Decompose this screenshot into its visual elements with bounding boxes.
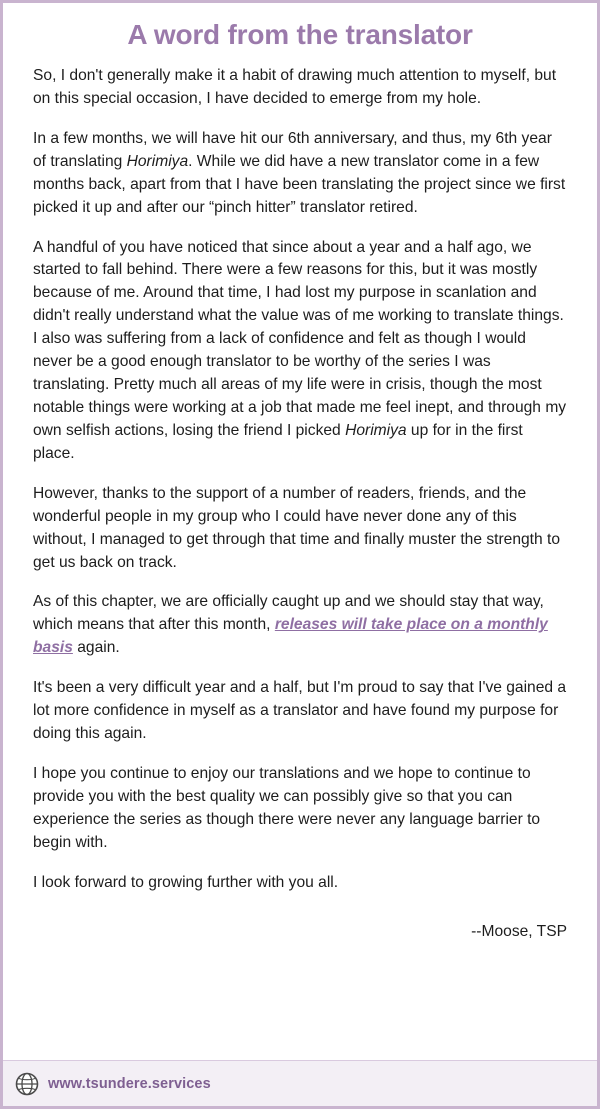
note-body [3, 65, 597, 895]
series-title-horimiya-2: Horimiya [345, 421, 407, 439]
paragraph-caught-up-part2: again. [72, 639, 120, 657]
paragraph-anniversary-part2: . While we did have a new translator come in a few months back, apart from that I have been translating the project since we first picked it up and after our “pinch hitter” translator retired. [33, 152, 566, 216]
paragraph-confidence: It's been a very difficult year and a half, but I'm proud to say that I've gained a lot more confidence in myself as a translator and have found my purpose for doing this again. [33, 679, 567, 743]
paragraph-thanks: However, thanks to the support of a number of readers, friends, and the wonderful people in my group who I could have never done any of this without, I managed to get through that time and finally muster the strength to get us back on track. [33, 484, 561, 571]
paragraph-quality: I hope you continue to enjoy our translations and we hope to continue to provide you with the best quality we can possibly give so that you can experience the series as though there were never any language barrier to begin with. [33, 764, 541, 851]
paragraph-closing: I look forward to growing further with you all. [33, 873, 339, 891]
paragraph-delays-tail: up for in the first place. [33, 421, 523, 462]
footer-url[interactable]: www.tsundere.services [48, 1075, 211, 1092]
paragraph-delays [33, 237, 567, 466]
paragraph-delays-main: A handful of you have noticed that since about a year and a half ago, we started to fall behind. There were a few reasons for this, but it was mostly because of me. Around that time, I had lost my purpose in scanlation and didn't really understand what the value was of me working to translate things. I also was suffering from a lack of confidence and felt as though I would never be a good enough translator to be worthy of the series I was translating. Pretty much all areas of my life were in crisis, though the most notable things were working at a job that made me feel inept, and through my own selfish actions, losing the friend I picked [33, 238, 567, 439]
paragraph-anniversary-part1: In a few months, we will have hit our 6th anniversary, and thus, my 6th year of translating [33, 129, 552, 170]
signature: --Moose, TSP [471, 922, 567, 940]
globe-icon [15, 1072, 39, 1096]
page-title: A word from the translator [127, 19, 473, 50]
footer-bar [3, 1060, 597, 1106]
monthly-release-link[interactable]: releases will take place on a monthly basis [33, 616, 548, 657]
paragraph-caught-up [33, 591, 567, 660]
series-title-horimiya: Horimiya [126, 152, 189, 170]
paragraph-caught-up-part1: As of this chapter, we are officially caught up and we should stay that way, which means that after this month, [33, 593, 544, 634]
paragraph-intro: So, I don't generally make it a habit of drawing much attention to myself, but on this special occasion, I have decided to emerge from my hole. [33, 67, 557, 107]
paragraph-anniversary [33, 128, 567, 220]
